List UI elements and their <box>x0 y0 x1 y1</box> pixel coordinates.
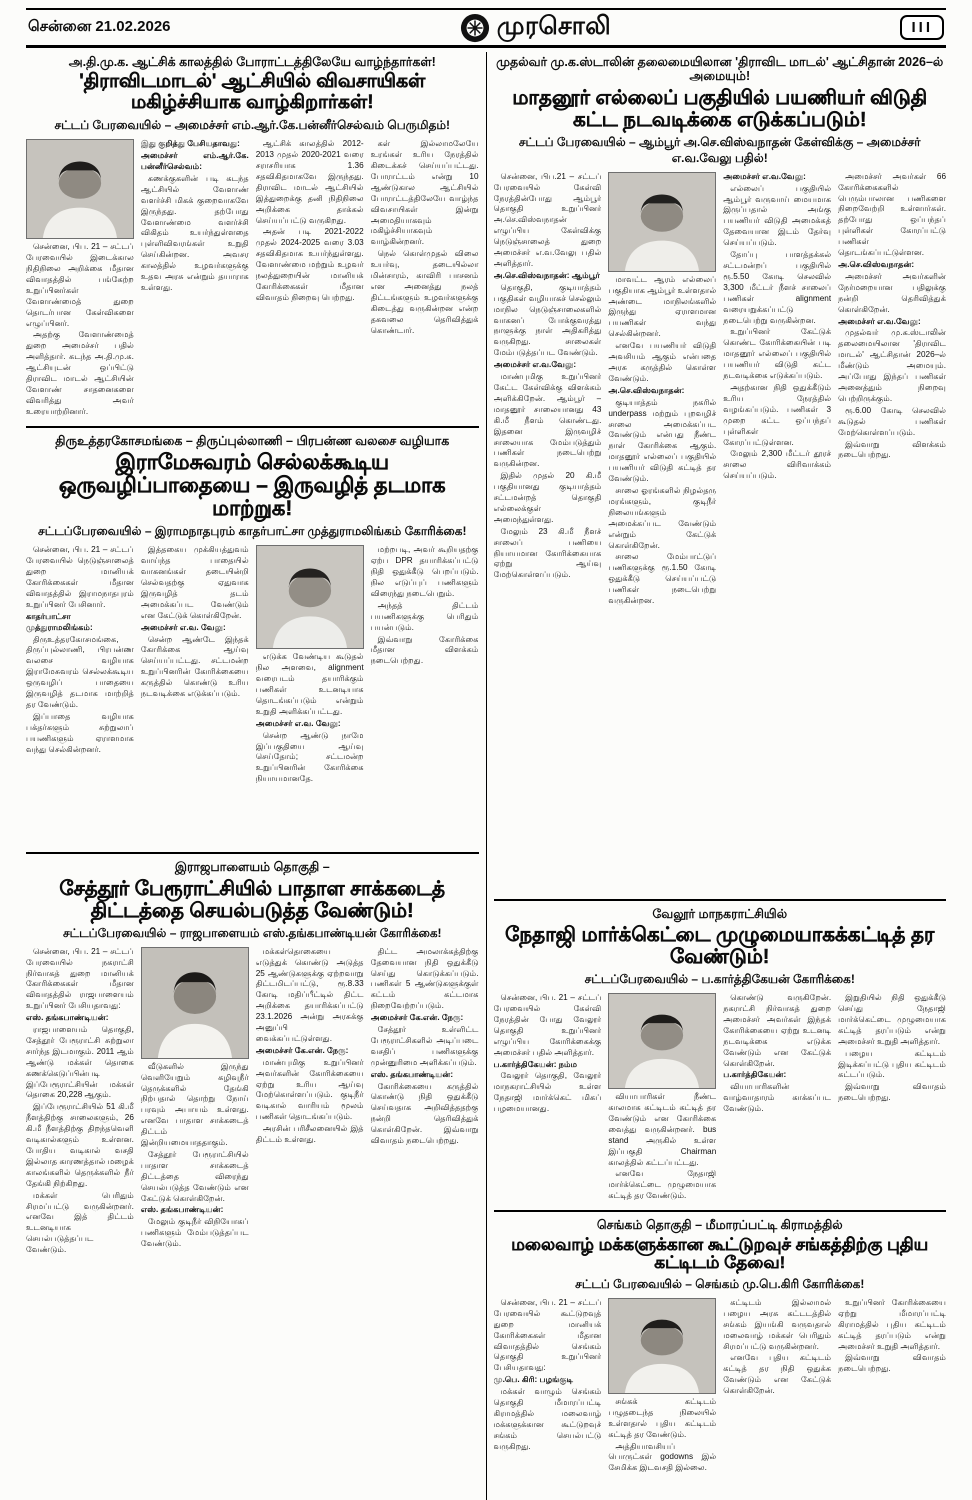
mla-portrait-photo <box>141 947 249 1059</box>
minister-portrait-photo <box>608 172 716 272</box>
body-column <box>371 947 479 1500</box>
column-text: மக்கள்தொகையை எடுத்துக் கொண்டு அடுத்த 25 ஆண்டுகளுக்கு ஏற்றவாறு திட்டமிடப்பட்டு, ரூ.8.33 கோடி மதிப்பீட்டில் திட்ட அறிக்கை தயாரிக்கப்பட்டு 23.1.2026 அன்று அரசுக்கு அனுப்பி வைக்கப்பட்டுள்ளது. அமைச்சர் கே.என். நேரு: மாண்புமிகு உறுப்பினர் அவர்களின் கோரிக்கையை ஏற்று உரிய ஆய்வு மேற்கொள்ளப்படும். குடிநீர் வடிகால் வாரியம் மூலம் பணிகள் தொடங்கப்படும். அரசின் பரிசீலனையில் இத் திட்டம் உள்ளது. <box>255 946 364 1145</box>
headline: நேதாஜி மார்க்கெட்டை முழுமையாகக்கட்டித் தர வேண்டும்! <box>505 924 935 969</box>
kicker: அ.தி.மு.க. ஆட்சிக் காலத்தில் போராட்டத்திலேயே வாழ்ந்தார்கள்! <box>68 55 436 69</box>
article-sengam <box>494 1215 947 1500</box>
portrait-icon <box>609 173 715 271</box>
portrait-icon <box>257 546 363 648</box>
column-text: எடுக்க வேண்டிய கூடுதல் நில அளவை, alignment வரைபடம் தயாரிக்கும் பணிகள் உடனடியாக தொடங்கப்படும் என்றும் உறுதி அளிக்கப்பட்டது. அமைச்சர் எ.வ. வேலு: சென்ற ஆண்டு நாமே இப்பகுதியை ஆய்வு செய்தோம்; சட்டமன்ற உறுப்பினரின் கோரிக்கை நியாயமானதே. <box>255 652 364 784</box>
body-column <box>371 139 479 419</box>
body-column <box>26 139 134 419</box>
column-text: சங்கக் கட்டிடம் பழுதடைந்த நிலையில் உள்ளதால் புதிய கட்டிடம் கட்டித் தர வேண்டும். அத்தியாவசியப் பொருட்கள் godowns இல் சேமிக்க இடவசதி இல்லை. <box>608 1396 717 1473</box>
headline: 'திராவிடமாடல்' ஆட்சியில் விவசாயிகள் மகிழ்ச்சியாக வாழ்கிறார்கள்! <box>79 71 426 114</box>
body-column <box>838 1298 946 1500</box>
mla-portrait-photo <box>256 545 364 649</box>
right-column-group <box>494 52 947 1500</box>
column-text: இத்தகைய முக்கியத்துவம் வாய்ந்த பாதையில் வாகனங்கள் தடையின்றி செல்வதற்கு ஏதுவாக இருவழித் தடம் அமைக்கப்பட வேண்டும் என கேட்டுக் கொள்கிறேன். அமைச்சர் எ.வ. வேலு: சென்ற ஆண்டே இந்தக் கோரிக்கை ஆய்வு செய்யப்பட்டது. சட்டமன்ற உறுப்பினரின் கோரிக்கையை கருத்தில் கொண்டு உரிய நடவடிக்கை எடுக்கப்படும். <box>140 545 249 699</box>
headline: சேத்தூர் பேரூராட்சியில் பாதாள சாக்கடைத் திட்டத்தை செயல்படுத்த வேண்டும்! <box>59 877 446 922</box>
article-separator <box>494 899 947 901</box>
column-text: கொண்டு வருகிறேன். நகராட்சி நிர்வாகத் துறை அமைச்சர் அவர்கள் இந்தக் கோரிக்கையை ஏற்று உடனடி நடவடிக்கை எடுக்க வேண்டும் என கேட்டுக் கொள்கிறேன். ப.கார்த்திகேயன்: வியாபாரிகளின் வாழ்வாதாரம் காக்கப்பட வேண்டும். <box>723 993 832 1114</box>
column-text: வியாபாரிகள் நீண்ட காலமாக கட்டிடம் கட்டித் தர வேண்டும் என கோரிக்கை வைத்து வருகின்றனர். bus stand அருகில் உள்ள இப்பகுதி Chairman காலத்தில் கட்டப்பட்டது. எனவே நேதாஜி மார்க்கெட்டை முழுமையாக கட்டித் தர வேண்டும். <box>608 1092 717 1201</box>
column-text: அமைச்சர் எ.வ.வேலு: எல்லைப் பகுதியில் ஆம்பூர் வருவாய் மையமாக இருப்பதால் அங்கு பயணியர் விடுதி அமைக்கத் தேவையான இடம் தேர்வு செய்யப்படும். தோப்பு பாளத்தக்கல் சட்டமன்றப் பகுதியில் ரூ.5.50 கோடி செலவில் 3,300 மீட்டர் நீளச் சாலைப் பணிகள் alignment வரையறுக்கப்பட்டு நடைபெற்று வருகின்றன. உறுப்பினர் கேட்டுக் கொண்ட கோரிக்கையின் படி மாதனூர் எல்லைப் பகுதியில் பயணியர் விடுதி கட்ட நடவடிக்கை எடுக்கப்படும். அதற்கான நிதி ஒதுக்கீடும் உரிய நேரத்தில் வழங்கப்படும். பணிகள் 3 முறை கட்ட ஒப்பந்தப் புள்ளிகள் கோரப்பட்டுள்ளன. மேலும் 2,300 மீட்டர் தூரச் சாலை விரிவாக்கம் செய்யப்படும். <box>723 171 832 481</box>
body-column <box>141 545 249 845</box>
column-text: அமைச்சர் அவர்கள் 66 கோரிக்கைகளில் பெரும்பாலான பணிகளை நிறைவேற்றி உள்ளார்கள். தற்போது ஒப்பந்தப் புள்ளிகள் கோரப்பட்டு பணிகள் தொடங்கப்பட்டுள்ளன. அ.செ.விஸ்வநாதன்: அமைச்சர் அவர்களின் நேர்மறையான பதிலுக்கு நன்றி தெரிவித்துக் கொள்கிறேன். அமைச்சர் எ.வ.வேலு: முதல்வர் மு.க.ஸ்டாலின் தலைமையிலான 'திராவிட மாடல்' ஆட்சிதான் 2026–ல் மீண்டும் அமையும். அப்போது இந்தப் பணிகள் அனைத்தும் நிறைவு பெற்றிருக்கும். ரூ.6.00 கோடி செலவில் கூடுதல் பணிகள் மேற்கொள்ளப்படும். இவ்வாறு விளக்கம் நடைபெற்றது. <box>838 171 946 460</box>
body-column <box>608 993 716 1203</box>
kicker: வேலூர் மாநகராட்சியில் <box>652 906 788 921</box>
article-separator <box>494 1210 947 1212</box>
page-number-badge: III <box>900 15 944 40</box>
kicker: முதல்வர் மு.க.ஸ்டாலின் தலைமையிலான 'திராவிட மாடல்' ஆட்சிதான் 2026–ல் அமையும்! <box>496 55 944 84</box>
body-column <box>371 545 479 845</box>
article-madanur <box>494 52 947 897</box>
column-text: ஆட்சிக் காலத்தில் 2012-2013 முதல் 2020-2021 வரை சராசரியாக 1.36 சதவிகிதமாகவே இருந்தது. திராவிட மாடல் ஆட்சியில் இத்துறைக்கு தனி நிதிநிலை அறிக்கை தாக்கல் செய்யப்பட்டு வருகிறது. அதன் படி 2021-2022 முதல் 2024-2025 வரை 3.03 சதவிகிதமாக உயர்ந்துள்ளது. வேளாண்மை மற்றும் உழவர் நலத்துறையின் மானியக் கோரிக்கைகள் மீதான விவாதம் நிறைவு பெற்றது. <box>255 139 364 302</box>
mla-portrait-photo <box>608 1298 716 1394</box>
article-body <box>494 1298 947 1500</box>
murasoli-drum-icon <box>460 13 490 43</box>
column-text: கள் இல்லாமலேயே உரங்கள் உரிய நேரத்தில் கிடைக்கச் செய்யப்பட்டது. போராட்டம் என்று 10 ஆண்டுகால ஆட்சியில் போராட்டத்திலேயே வாழ்ந்த விவசாயிகள் இன்று அமைதியாகவும் மகிழ்ச்சியாகவும் வாழ்கின்றனர். நெல் கொள்முதல் விலை உயர்வு, தடையில்லா மின்சாரம், காவிரி பாசனம் என அனைத்து நலத் திட்டங்களும் உழவர்களுக்கு கிடைத்து வருகின்றன என்ற தகவலை தெரிவித்துக் கொண்டார். <box>370 139 479 335</box>
column-text: இறுதியில் நிதி ஒதுக்கீடு செய்து நேதாஜி மார்க்கெட்டை முழுமையாக கட்டித் தரப்படும் என்று அமைச்சர் உறுதி அளித்தார். பழைய கட்டிடம் இடிக்கப்பட்டு புதிய கட்டிடம் கட்டப்படும். இவ்வாறு விவாதம் நடைபெற்றது. <box>838 993 946 1103</box>
column-text: சென்னை, பிப. 21 – சட்டப் பேரவையில் கூட்டுறவுத் துறை மானியக் கோரிக்கைகள் மீதான விவாதத்தில் செங்கம் தொகுதி உறுப்பினர் பேசியதாவது: மு.பெ. கிரி: பழங்குடி மக்கள் வாழும் செங்கம் தொகுதி மீமாரப்பட்டி கிராமத்தில் மலைவாழ் மக்களுக்கான கூட்டுறவுச் சங்கம் செயல்பட்டு வருகிறது. <box>493 1297 602 1451</box>
kicker: செங்கம் தொகுதி – மீமாரப்பட்டி கிராமத்தில் <box>596 1218 843 1233</box>
body-column <box>838 172 946 892</box>
headline: இராமேசுவரம் செல்லக்கூடிய ஒருவழிப்பாதையை – இருவழித் தடமாக மாற்றுக! <box>58 451 446 521</box>
body-column <box>141 947 249 1500</box>
article-body <box>26 139 479 419</box>
body-column <box>26 545 134 845</box>
subhead: சட்டப்பேரவையில் – ராஜபாளையம் எஸ்.தங்கபாண்டியன் கோரிக்கை! <box>62 925 442 940</box>
subhead: சட்டப்பேரவையில் – இராமநாதபுரம் காதர்பாட்சா முத்துராமலிங்கம் கோரிக்கை! <box>38 524 467 539</box>
paper-name: முரசொலி <box>496 11 612 40</box>
article-separator <box>26 426 479 428</box>
article-separator <box>26 852 479 854</box>
body-column <box>494 1298 602 1500</box>
column-text: சென்னை, பிப. 21 – சட்டப் பேரவையில் நெடுஞ்சாலைத் துறை மானியக் கோரிக்கைகள் மீதான விவாதத்தில் இராமநாதபுரம் உறுப்பினர் பேசினார். காதர்பாட்சா முத்துராமலிங்கம்: திருஉத்தரகோசமங்கை, திருப்புல்லாணி, பிரபன்ண வலசை வழியாக இராமேசுவரம் செல்லக்கூடிய ஒருவழிப் பாதையை இருவழித் தடமாக மாற்றித் தர வேண்டும். இப்பாதை வழியாக பக்தர்களும் சுற்றுலாப் பயணிகளும் ஏராளமாக வந்து செல்கின்றனர். <box>26 545 134 754</box>
left-column-group <box>26 52 479 1500</box>
column-text: மற்றபடி, அவர் கூறியதற்கு ஏற்ப DPR தயாரிக்கப்பட்டு நிதி ஒதுக்கீடு பெறப்படும். நில எடுப்புப் பணிகளும் விரைந்து நடைபெறும். அந்தத் திட்டம் பயணிகளுக்கு பெரிதும் பயன்படும். இவ்வாறு கோரிக்கை மீதான விளக்கம் நடைபெற்றது. <box>370 545 479 666</box>
portrait-icon <box>609 994 715 1088</box>
minister-portrait-photo <box>26 139 134 239</box>
headline: மலைவாழ் மக்களுக்கான கூட்டுறவுச் சங்கத்திற்கு புதிய கட்டிடம் தேவை! <box>511 1234 929 1273</box>
column-text: திட்ட அமலாக்கத்திற்கு தேவையான நிதி ஒதுக்கீடு செய்து கொடுக்கப்படும். பணிகள் 5 ஆண்டுகளுக்குள் கட்டம் கட்டமாக நிறைவேற்றப்படும். அமைச்சர் கே.என். நேரு: சேத்தூர் உள்ளிட்ட பேரூராட்சிகளில் அடிப்படை வசதிப் பணிகளுக்கு முன்னுரிமை அளிக்கப்படும். எஸ். தங்கபாண்டியன்: கோரிக்கையை கருத்தில் கொண்டு நிதி ஒதுக்கீடு செய்வதாக அறிவித்ததற்கு நன்றி தெரிவித்துக் கொள்கிறேன். இவ்வாறு விவாதம் நடைபெற்றது. <box>370 946 479 1146</box>
article-body <box>26 545 479 845</box>
column-text: சென்னை, பிப. 21 – சட்டப் பேரவையில் நகராட்சி நிர்வாகத் துறை மானியக் கோரிக்கைகள் மீதான விவாதத்தில் ராஜபாளையம் உறுப்பினர் பேசியதாவது: எஸ். தங்கபாண்டியன்: ராஜபாளையம் தொகுதி, சேத்தூர் பேரூராட்சி சுற்றுலா சார்ந்த இடமாகும். 2011 ஆம் ஆண்டு மக்கள் தொகை கணக்கெடுப்பின்படி இப்பேரூராட்சியின் மக்கள் தொகை 20,228 ஆகும். இப்பேரூராட்சியில் 51 கி.மீ நீளத்திற்கு சாலைகளும், 26 கி.மீ நீளத்திற்கு திறந்தவெளி வடிகால்களும் உள்ளன. போதிய வடிகால் வசதி இல்லாத காரணத்தால் மழைக் காலங்களில் தெருக்களில் நீர் தேங்கி நிற்கிறது. மக்கள் பெரிதும் சிரமப்பட்டு வருகின்றனர். எனவே இத் திட்டம் உடனடியாக செயல்படுத்தப்பட வேண்டும். <box>26 946 134 1255</box>
edition-place-date: சென்னை 21.02.2026 <box>28 18 171 35</box>
body-column <box>608 1298 716 1500</box>
portrait-icon <box>142 948 248 1058</box>
column-text: வீடுகளில் இருந்து வெளியேறும் கழிவுநீர் தெருக்களில் தேங்கி நிற்பதால் தொற்று நோய் பரவும் அபாயம் உள்ளது. எனவே பாதாள சாக்கடைத் திட்டம் இன்றியமையாததாகும். சேத்தூர் பேரூராட்சியில் பாதாள சாக்கடைத் திட்டத்தை விரைந்து செயல்படுத்த வேண்டும் என கேட்டுக் கொள்கிறேன். எஸ். தங்கபாண்டியன்: மேலும் குடிநீர் விநியோகப் பணிகளும் மேம்படுத்தப்பட வேண்டும். <box>140 1061 249 1249</box>
kicker: திருஉத்தரகோசமங்கை – திருப்புல்லாணி – பிரபன்ண வலசை வழியாக <box>55 433 450 448</box>
column-text: சென்னை, பிப. 21 – சட்டப் பேரவையில் கேள்வி நேரத்தின் போது வேலூர் தொகுதி உறுப்பினர் எழுப்பிய கோரிக்கைக்கு அமைச்சர் பதில் அளித்தார். ப.கார்த்திகேயன்: நம்ம வேலூர் தொகுதி, வேலூர் மாநகராட்சியில் உள்ள நேதாஜி மார்க்கெட் மிகப் பழமையானது. <box>493 993 602 1114</box>
subhead: சட்டப் பேரவையில் – அமைச்சர் எம்.ஆர்.கே.பன்னீர்செல்வம் பெருமிதம்! <box>54 118 451 133</box>
masthead <box>26 8 946 48</box>
column-divider <box>486 52 487 1500</box>
article-body <box>494 993 947 1203</box>
kicker: இராஜபாளையம் தொகுதி – <box>174 860 330 875</box>
article-sethur <box>26 857 479 1500</box>
portrait-icon <box>609 1299 715 1393</box>
body-column <box>494 993 602 1203</box>
body-column <box>494 172 602 892</box>
article-nethaji <box>494 904 947 1208</box>
body-column <box>608 172 716 892</box>
body-column <box>141 139 249 419</box>
article-body <box>26 947 479 1500</box>
subhead: சட்டப் பேரவையில் – செங்கம் மு.பெ.கிரி கோரிக்கை! <box>575 1276 865 1291</box>
portrait-icon <box>27 140 133 238</box>
subhead: சட்டப் பேரவையில் – ஆம்பூர் அ.செ.விஸ்வநாதன் கேள்விக்கு – அமைச்சர் எ.வ.வேலு பதில்! <box>518 134 921 165</box>
column-text: சென்னை, பிப.21 – சட்டப் பேரவையில் கேள்வி நேரத்தின்போது ஆம்பூர் தொகுதி உறுப்பினர் அ.செ.விஸ்வநாதன் எழுப்பிய கேள்விக்கு நெடுஞ்சாலைத் துறை அமைச்சர் எ.வ.வேலு பதில் அளித்தார். அ.செ.விஸ்வநாதன்: ஆம்பூர் தொகுதி, குடியாத்தம் பகுதிகள் வழியாகச் செல்லும் மாநில நெடுஞ்சாலைகளில் வாகனப் போக்குவரத்து நாளுக்கு நாள் அதிகரித்து வருகிறது. சாலைகள் மேம்படுத்தப்பட வேண்டும். அமைச்சர் எ.வ.வேலு: மாண்புமிகு உறுப்பினர் கேட்ட கேள்விக்கு விளக்கம் அளிக்கிறேன். ஆம்பூர் – மாதனூர் சாலையானது 43 கி.மீ நீளம் கொண்டது. இதனை இருவழிச் சாலையாக மேம்படுத்தும் பணிகள் நடைபெற்று வருகின்றன. இதில் முதல் 20 கி.மீ பகுதியானது குடியாத்தம் சட்டமன்றத் தொகுதி எல்லைக்குள் அமைந்துள்ளது. மேலும் 23 கி.மீ நீளச் சாலைப் பணியை நியாயமான கோரிக்கையாக ஏற்று ஆய்வு மேற்கொள்ளப்படும். <box>493 171 602 580</box>
body-column <box>256 545 364 845</box>
article-rameswaram <box>26 431 479 851</box>
article-body <box>494 172 947 892</box>
body-column <box>723 172 831 892</box>
subhead: சட்டப்பேரவையில் – ப.கார்த்திகேயன் கோரிக்கை! <box>584 972 855 987</box>
body-column <box>256 947 364 1500</box>
body-column <box>723 1298 831 1500</box>
column-text: கட்டிடம் இல்லாமல் பழைய அரசு கட்டடத்தில் சங்கம் இயங்கி வருவதால் மலைவாழ் மக்கள் பெரிதும் சிரமப்பட்டு வருகின்றனர். எனவே புதிய கட்டிடம் கட்டித் தர நிதி ஒதுக்க வேண்டும் என கேட்டுக் கொள்கிறேன். <box>723 1297 832 1396</box>
body-column <box>723 993 831 1203</box>
body-column <box>26 947 134 1500</box>
column-text: சென்னை, பிப. 21 – சட்டப் பேரவையில் இடைக்கால நிதிநிலை அறிக்கை மீதான விவாதத்தில் பங்கேற்ற உறுப்பினர்கள் வேளாண்மைத் துறை தொடர்பான கேள்விகளை எழுப்பினர். அதற்கு வேளாண்மைத் துறை அமைச்சர் பதில் அளித்தார். கடந்த அ.தி.மு.க. ஆட்சியுடன் ஒப்பிட்டு திராவிட மாடல் ஆட்சியின் வேளாண் சாதனைகளை விவரித்து அவர் உரையாற்றினார். <box>26 242 134 416</box>
paper-logo <box>460 12 612 44</box>
page-content <box>26 52 946 1500</box>
article-farmers <box>26 52 479 424</box>
body-column <box>838 993 946 1203</box>
column-text: இது குறித்து பேசியதாவது: அமைச்சர் எம்.ஆர்.கே. பன்னீர்செல்வம்: கணக்குகளின் படி கடந்த ஆட்சியில் வேளாண் வளர்ச்சி மிகக் குறைவாகவே இருந்தது. தற்போது வேளாண்மை வளர்ச்சி விகிதம் உயர்ந்துள்ளதை புள்ளிவிவரங்கள் உறுதி செய்கின்றன. அவசர காலத்தில் உழவர்களுக்கு உதவ அரசு என்றும் தயாராக உள்ளது. <box>140 139 249 292</box>
body-column <box>256 139 364 419</box>
mla-portrait-photo <box>608 993 716 1089</box>
column-text: மாவட்ட ஆரம் எல்லைப் பகுதியாக ஆம்பூர் உள்ளதால் அண்டை மாநிலங்களில் இருந்து ஏராளமான பயணிகள் வந்து செல்கின்றனர். எனவே பயணியர் விடுதி அவசியம் ஆகும் என்பதை அரசு கருத்தில் கொள்ள வேண்டும். அ.செ.விஸ்வநாதன்: குடியாத்தம் நகரில் underpass மற்றும் புறவழிச் சாலை அமைக்கப்பட வேண்டும் என்பது நீண்ட நாள் கோரிக்கை ஆகும். மாதனூர் எல்லைப் பகுதியில் பயணியர் விடுதி கட்டித் தர வேண்டும். சாலை ஓரங்களில் நிழல்தரு மரங்களும், குடிநீர் நிலையங்களும் அமைக்கப்பட வேண்டும் என்றும் கேட்டுக் கொள்கிறேன். சாலை மேம்பாட்டுப் பணிகளுக்கு ரூ.1.50 கோடி ஒதுக்கீடு செய்யப்பட்டு பணிகள் நடைபெற்று வருகின்றன. <box>608 274 717 606</box>
headline: மாதனூர் எல்லைப் பகுதியில் பயணியர் விடுதி கட்ட நடவடிக்கை எடுக்கப்படும்! <box>512 86 928 131</box>
column-text: உறுப்பினர் கோரிக்கையை ஏற்று மீமாரப்பட்டி கிராமத்தில் புதிய கட்டிடம் கட்டித் தரப்படும் என்று அமைச்சர் உறுதி அளித்தார். இவ்வாறு விவாதம் நடைபெற்றது. <box>838 1297 946 1374</box>
